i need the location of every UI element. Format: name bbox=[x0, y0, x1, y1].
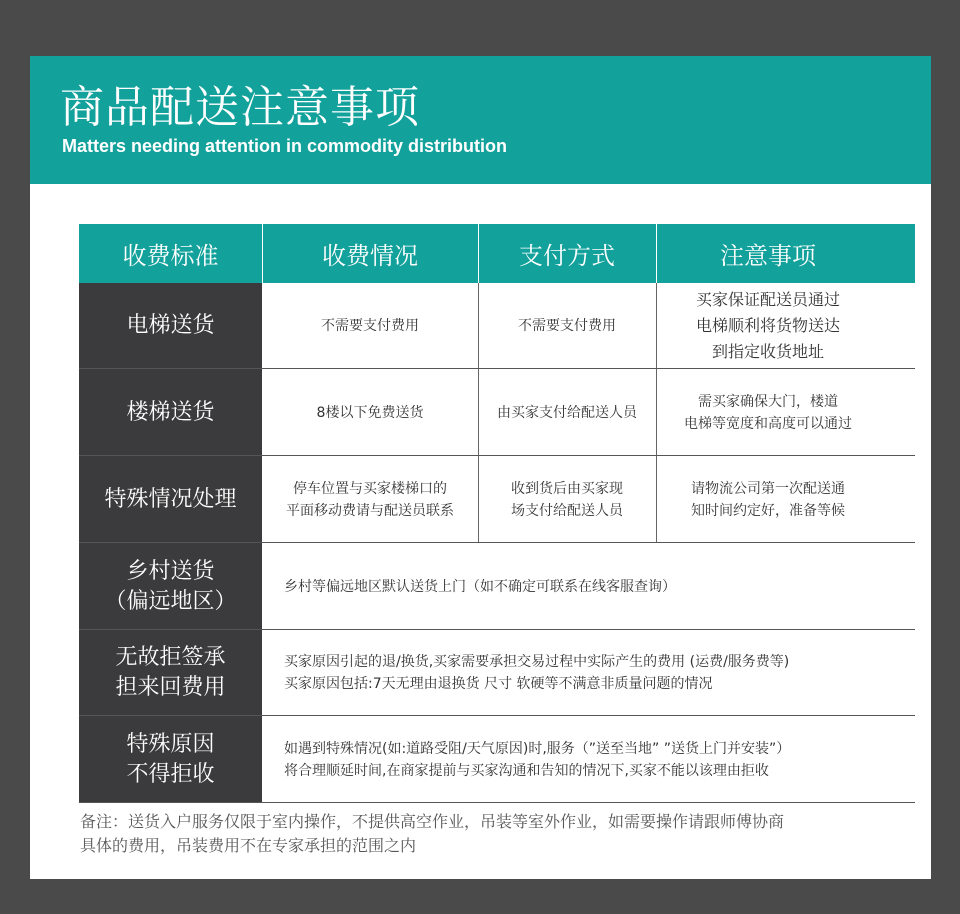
notes-line: 买家保证配送员通过 bbox=[695, 290, 840, 309]
payment-text: 不需要支付费用 bbox=[518, 318, 616, 334]
footnote-line: 备注：送货入户服务仅限于室内操作，不提供高空作业，吊装等室外作业，如需要操作请跟师傅协商 bbox=[80, 812, 785, 831]
row-label-line: （偏远地区） bbox=[104, 588, 237, 614]
notes-line: 到指定收货地址 bbox=[711, 342, 824, 361]
payment-cell bbox=[478, 369, 656, 456]
header-fee-status: 收费情况 bbox=[322, 242, 418, 270]
content-cell bbox=[262, 630, 915, 716]
row-label bbox=[79, 543, 262, 630]
fee-text: 8楼以下免费送货 bbox=[316, 404, 424, 421]
content-line: 买家原因包括:7天无理由退换货 尺寸 软硬等不满意非质量问题的情况 bbox=[284, 676, 713, 692]
notes-line: 电梯等宽度和高度可以通过 bbox=[684, 415, 852, 432]
row-label bbox=[79, 630, 262, 716]
row-label-text: 电梯送货 bbox=[126, 313, 215, 338]
fee-cell bbox=[262, 369, 478, 456]
notes-line: 请物流公司第一次配送通 bbox=[691, 480, 845, 497]
table-row bbox=[79, 283, 915, 369]
table-row bbox=[79, 716, 915, 803]
row-label-line: 无故拒签承 bbox=[115, 645, 226, 670]
content-line: 如遇到特殊情况(如:道路受阻/天气原因)时,服务（”送至当地” ”送货上门并安装”） bbox=[284, 740, 791, 757]
row-label bbox=[79, 283, 262, 369]
content-line: 将合理顺延时间,在商家提前与买家沟通和告知的情况下,买家不能以该理由拒收 bbox=[284, 762, 769, 779]
payment-line: 场支付给配送人员 bbox=[511, 502, 623, 519]
notes-cell bbox=[656, 456, 880, 543]
notes-cell bbox=[656, 283, 880, 369]
row-label bbox=[79, 456, 262, 543]
row-label-text: 特殊情况处理 bbox=[104, 486, 237, 512]
table-row bbox=[79, 543, 915, 630]
fee-line: 停车位置与买家楼梯口的 bbox=[293, 480, 447, 497]
row-label-line: 担来回费用 bbox=[115, 675, 226, 700]
content-line: 乡村等偏远地区默认送货上门（如不确定可联系在线客服查询） bbox=[284, 578, 676, 595]
row-label-line: 乡村送货 bbox=[126, 558, 215, 584]
row-label-line: 特殊原因 bbox=[126, 731, 215, 757]
page-subtitle: Matters needing attention in commodity distribution bbox=[62, 136, 508, 156]
table-row bbox=[79, 369, 915, 456]
content-cell bbox=[262, 716, 915, 803]
content-cell bbox=[262, 543, 915, 630]
payment-text: 由买家支付给配送人员 bbox=[497, 404, 637, 421]
header-payment-method: 支付方式 bbox=[519, 242, 615, 270]
fee-text: 不需要支付费用 bbox=[321, 318, 419, 334]
fee-cell bbox=[262, 456, 478, 543]
row-label-line: 不得拒收 bbox=[126, 761, 215, 787]
header-notes: 注意事项 bbox=[720, 242, 816, 270]
table-row bbox=[79, 630, 915, 716]
fee-line: 平面移动费请与配送员联系 bbox=[286, 502, 454, 519]
table-row bbox=[79, 456, 915, 543]
header-fee-standard: 收费标准 bbox=[122, 242, 219, 270]
fee-table bbox=[79, 224, 915, 803]
payment-line: 收到货后由买家现 bbox=[511, 480, 623, 497]
notes-cell bbox=[656, 369, 880, 456]
notes-line: 知时间约定好，准备等候 bbox=[691, 502, 845, 519]
fee-cell bbox=[262, 283, 478, 369]
card bbox=[30, 56, 931, 879]
footnote bbox=[80, 810, 890, 858]
row-label bbox=[79, 369, 262, 456]
notes-line: 需买家确保大门，楼道 bbox=[698, 393, 838, 410]
row-label bbox=[79, 716, 262, 803]
payment-cell bbox=[478, 456, 656, 543]
payment-cell bbox=[478, 283, 656, 369]
header-banner bbox=[30, 56, 931, 184]
page-title: 商品配送注意事项 bbox=[60, 82, 420, 133]
row-label-text: 楼梯送货 bbox=[126, 399, 215, 425]
table-header bbox=[79, 224, 915, 283]
notes-line: 电梯顺利将货物送达 bbox=[695, 316, 840, 335]
content-line: 买家原因引起的退/换货,买家需要承担交易过程中实际产生的费用 (运费/服务费等) bbox=[284, 654, 790, 670]
footnote-line: 具体的费用，吊装费用不在专家承担的范围之内 bbox=[80, 836, 417, 855]
